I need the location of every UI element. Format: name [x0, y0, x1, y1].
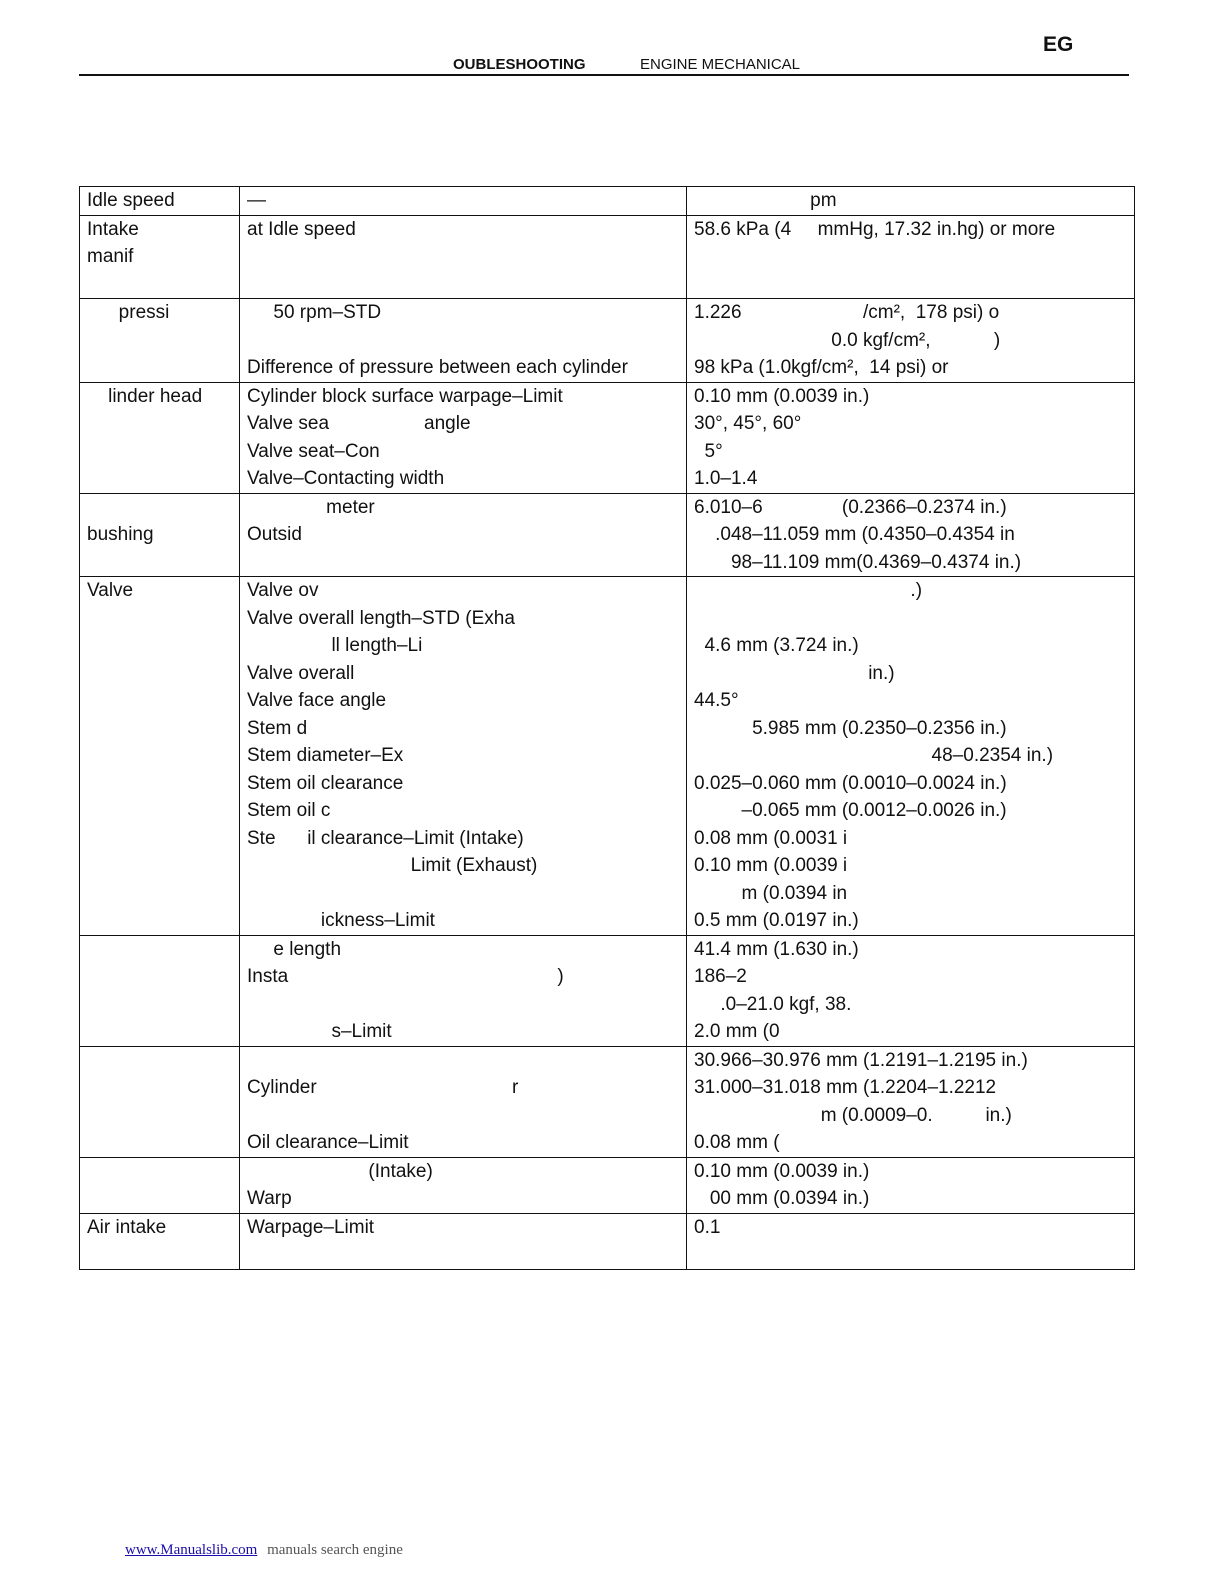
- spec-condition-cell: [240, 299, 687, 383]
- spec-item-line: [87, 825, 232, 853]
- spec-item-line: [87, 687, 232, 715]
- spec-spec-line: 0.10 mm (0.0039 i: [694, 855, 848, 876]
- spec-condition-line: Stem oil c: [247, 800, 331, 821]
- spec-condition-line: [247, 1047, 679, 1075]
- spec-spec-cell: [687, 935, 1135, 1046]
- spec-condition-line: Insta ): [247, 966, 564, 987]
- spec-spec-cell: [687, 493, 1135, 577]
- spec-item-line: [87, 1047, 232, 1075]
- spec-spec-line: m (0.0394 in: [694, 882, 848, 904]
- spec-row: [80, 187, 1135, 216]
- spec-spec-line: 0.10 mm (0.0039 in.): [694, 1160, 870, 1182]
- spec-spec-line: 0.10 mm (0.0039 in.): [694, 385, 870, 407]
- spec-item-line: [87, 770, 232, 798]
- spec-spec-line: m (0.0009–0. in.): [694, 1104, 1012, 1126]
- spec-condition-line: Stem d: [247, 717, 308, 739]
- spec-spec-line: [694, 1241, 1127, 1269]
- spec-condition-cell: [240, 382, 687, 493]
- spec-item-line: [87, 715, 232, 743]
- spec-spec-line: 1.0–1.4: [694, 468, 758, 489]
- spec-condition-line: Warp: [247, 1188, 292, 1209]
- spec-condition-line: Stem diameter–Ex: [247, 745, 404, 766]
- spec-spec-line: 98–11.109 mm(0.4369–0.4374 in.): [694, 551, 1022, 573]
- spec-condition-line: [247, 549, 679, 577]
- spec-condition-line: Stem oil clearance: [247, 772, 404, 794]
- spec-item-line: [87, 465, 232, 493]
- spec-item-line: [87, 797, 232, 825]
- spec-spec-line: 98 kPa (1.0kgf/cm², 14 psi) or: [694, 357, 949, 378]
- spec-spec-line: pm: [694, 190, 837, 211]
- spec-item-line: [87, 1158, 232, 1186]
- spec-item-line: [87, 1129, 232, 1157]
- spec-condition-line: ickness–Limit: [247, 910, 435, 931]
- spec-condition-line: [247, 1241, 679, 1269]
- spec-condition-line: at Idle speed: [247, 218, 356, 240]
- spec-spec-cell: [687, 215, 1135, 299]
- spec-item-line: Idle speed: [87, 190, 175, 211]
- spec-condition-line: [247, 243, 679, 271]
- spec-spec-line: 186–2: [694, 966, 747, 987]
- spec-item-cell: [80, 577, 240, 936]
- spec-row: [80, 577, 1135, 936]
- manualslib-link[interactable]: www.Manualslib.com: [125, 1542, 258, 1558]
- spec-item-cell: [80, 215, 240, 299]
- spec-row: [80, 493, 1135, 577]
- spec-spec-line: 2.0 mm (0: [694, 1021, 780, 1042]
- spec-spec-line: 1.226 /cm², 178 psi) o: [694, 302, 1000, 323]
- spec-condition-cell: [240, 1213, 687, 1269]
- spec-condition-line: Valve face angle: [247, 690, 387, 711]
- spec-spec-line: 0.08 mm (: [694, 1132, 780, 1153]
- spec-item-line: [87, 660, 232, 688]
- spec-spec-cell: [687, 577, 1135, 936]
- spec-row: [80, 935, 1135, 1046]
- spec-item-line: [87, 494, 232, 522]
- spec-item-line: [87, 549, 232, 577]
- spec-item-line: [87, 936, 232, 964]
- spec-spec-line: 30.966–30.976 mm (1.2191–1.2195 in.): [694, 1049, 1028, 1071]
- spec-condition-cell: [240, 187, 687, 216]
- spec-condition-line: Cylinder block surface warpage–Limit: [247, 385, 563, 407]
- spec-condition-line: Valve sea angle: [247, 413, 471, 434]
- spec-item-cell: [80, 1157, 240, 1213]
- spec-item-cell: [80, 187, 240, 216]
- spec-item-line: [87, 438, 232, 466]
- spec-spec-line: 0.0 kgf/cm², ): [694, 329, 1001, 351]
- spec-condition-cell: [240, 577, 687, 936]
- spec-condition-line: Oil clearance–Limit: [247, 1132, 409, 1153]
- spec-condition-line: [247, 271, 679, 299]
- spec-item-line: [87, 1185, 232, 1213]
- spec-item-line: [87, 880, 232, 908]
- spec-spec-line: [694, 271, 1127, 299]
- spec-condition-cell: [240, 215, 687, 299]
- spec-condition-line: Ste il clearance–Limit (Intake): [247, 827, 524, 849]
- spec-spec-cell: [687, 1157, 1135, 1213]
- spec-spec-line: [694, 243, 1127, 271]
- spec-spec-cell: [687, 187, 1135, 216]
- spec-spec-line: 31.000–31.018 mm (1.2204–1.2212: [694, 1077, 997, 1098]
- spec-condition-line: Cylinder r: [247, 1077, 519, 1098]
- spec-spec-line: 00 mm (0.0394 in.): [694, 1188, 870, 1209]
- spec-spec-line: 0.08 mm (0.0031 i: [694, 827, 848, 849]
- spec-condition-line: Warpage–Limit: [247, 1216, 375, 1238]
- spec-row: [80, 1046, 1135, 1157]
- spec-spec-line: 44.5°: [694, 690, 739, 711]
- spec-spec-cell: [687, 382, 1135, 493]
- spec-condition-line: meter: [247, 496, 375, 518]
- spec-condition-line: [247, 1102, 679, 1130]
- spec-item-line: [87, 410, 232, 438]
- spec-spec-line: 58.6 kPa (4 mmHg, 17.32 in.hg) or more: [694, 218, 1056, 240]
- spec-item-line: [87, 271, 232, 299]
- spec-item-line: Air intake: [87, 1216, 167, 1238]
- spec-item-cell: [80, 935, 240, 1046]
- spec-item-line: [87, 354, 232, 382]
- spec-spec-line: .048–11.059 mm (0.4350–0.4354 in: [694, 524, 1015, 545]
- spec-item-line: [87, 1074, 232, 1102]
- spec-condition-line: Difference of pressure between each cylinder: [247, 357, 628, 378]
- spec-item-line: bushing: [87, 524, 154, 545]
- spec-spec-line: 30°, 45°, 60°: [694, 413, 802, 434]
- spec-condition-cell: [240, 1157, 687, 1213]
- spec-item-line: linder head: [87, 385, 203, 407]
- spec-item-line: [87, 1241, 232, 1269]
- chapter-title: ENGINE MECHANICAL: [640, 56, 801, 73]
- spec-item-line: [87, 742, 232, 770]
- page-code: EG: [1043, 33, 1074, 56]
- spec-condition-line: [247, 327, 679, 355]
- spec-condition-line: [247, 991, 679, 1019]
- spec-item-line: pressi: [87, 302, 170, 323]
- spec-spec-line: 5.985 mm (0.2350–0.2356 in.): [694, 717, 1007, 739]
- spec-item-line: [87, 327, 232, 355]
- spec-condition-line: Limit (Exhaust): [247, 855, 538, 876]
- spec-item-line: manif: [87, 246, 134, 267]
- footer: [125, 1542, 403, 1559]
- section-title: OUBLESHOOTING: [453, 56, 586, 73]
- spec-item-line: [87, 632, 232, 660]
- spec-spec-line: 0.5 mm (0.0197 in.): [694, 910, 859, 931]
- spec-condition-line: e length: [247, 938, 342, 960]
- spec-spec-line: 48–0.2354 in.): [694, 745, 1054, 766]
- spec-condition-line: Valve seat–Con: [247, 440, 380, 462]
- spec-item-cell: [80, 382, 240, 493]
- spec-spec-line: .0–21.0 kgf, 38.: [694, 993, 852, 1015]
- spec-row: [80, 1213, 1135, 1269]
- spec-item-cell: [80, 1046, 240, 1157]
- spec-spec-line: 4.6 mm (3.724 in.): [694, 635, 859, 656]
- spec-spec-line: [694, 605, 1127, 633]
- spec-condition-line: Valve overall: [247, 662, 355, 684]
- spec-item-line: [87, 1018, 232, 1046]
- spec-row: [80, 382, 1135, 493]
- spec-condition-line: 50 rpm–STD: [247, 302, 382, 323]
- spec-condition-line: s–Limit: [247, 1021, 392, 1042]
- spec-spec-line: 41.4 mm (1.630 in.): [694, 938, 859, 960]
- spec-row: [80, 215, 1135, 299]
- spec-item-cell: [80, 1213, 240, 1269]
- header-divider: [79, 74, 1129, 76]
- spec-item-line: [87, 1102, 232, 1130]
- spec-spec-line: 0.1: [694, 1216, 721, 1238]
- spec-condition-cell: [240, 935, 687, 1046]
- spec-table: [79, 186, 1135, 1270]
- spec-spec-line: 5°: [694, 440, 723, 462]
- spec-condition-line: Valve overall length–STD (Exha: [247, 607, 515, 629]
- spec-condition-line: —: [247, 190, 266, 211]
- spec-spec-cell: [687, 1046, 1135, 1157]
- spec-spec-line: 0.025–0.060 mm (0.0010–0.0024 in.): [694, 772, 1007, 794]
- spec-spec-line: in.): [694, 662, 895, 684]
- spec-condition-line: [247, 880, 679, 908]
- spec-condition-line: (Intake): [247, 1160, 433, 1182]
- spec-spec-cell: [687, 1213, 1135, 1269]
- spec-item-line: [87, 852, 232, 880]
- spec-condition-line: Valve ov: [247, 580, 319, 601]
- spec-condition-cell: [240, 493, 687, 577]
- spec-item-line: [87, 605, 232, 633]
- spec-row: [80, 1157, 1135, 1213]
- spec-item-line: Valve: [87, 580, 134, 601]
- spec-condition-line: Valve–Contacting width: [247, 468, 445, 489]
- spec-spec-cell: [687, 299, 1135, 383]
- spec-item-cell: [80, 493, 240, 577]
- spec-spec-line: 6.010–6 (0.2366–0.2374 in.): [694, 496, 1007, 518]
- spec-item-line: [87, 907, 232, 935]
- spec-item-line: [87, 991, 232, 1019]
- spec-condition-line: ll length–Li: [247, 635, 423, 656]
- spec-item-cell: [80, 299, 240, 383]
- spec-condition-cell: [240, 1046, 687, 1157]
- spec-item-line: [87, 963, 232, 991]
- spec-condition-line: Outsid: [247, 524, 302, 545]
- spec-row: [80, 299, 1135, 383]
- spec-spec-line: –0.065 mm (0.0012–0.0026 in.): [694, 800, 1007, 821]
- footer-tagline: manuals search engine: [267, 1542, 403, 1558]
- spec-spec-line: .): [694, 580, 923, 601]
- spec-item-line: Intake: [87, 218, 139, 240]
